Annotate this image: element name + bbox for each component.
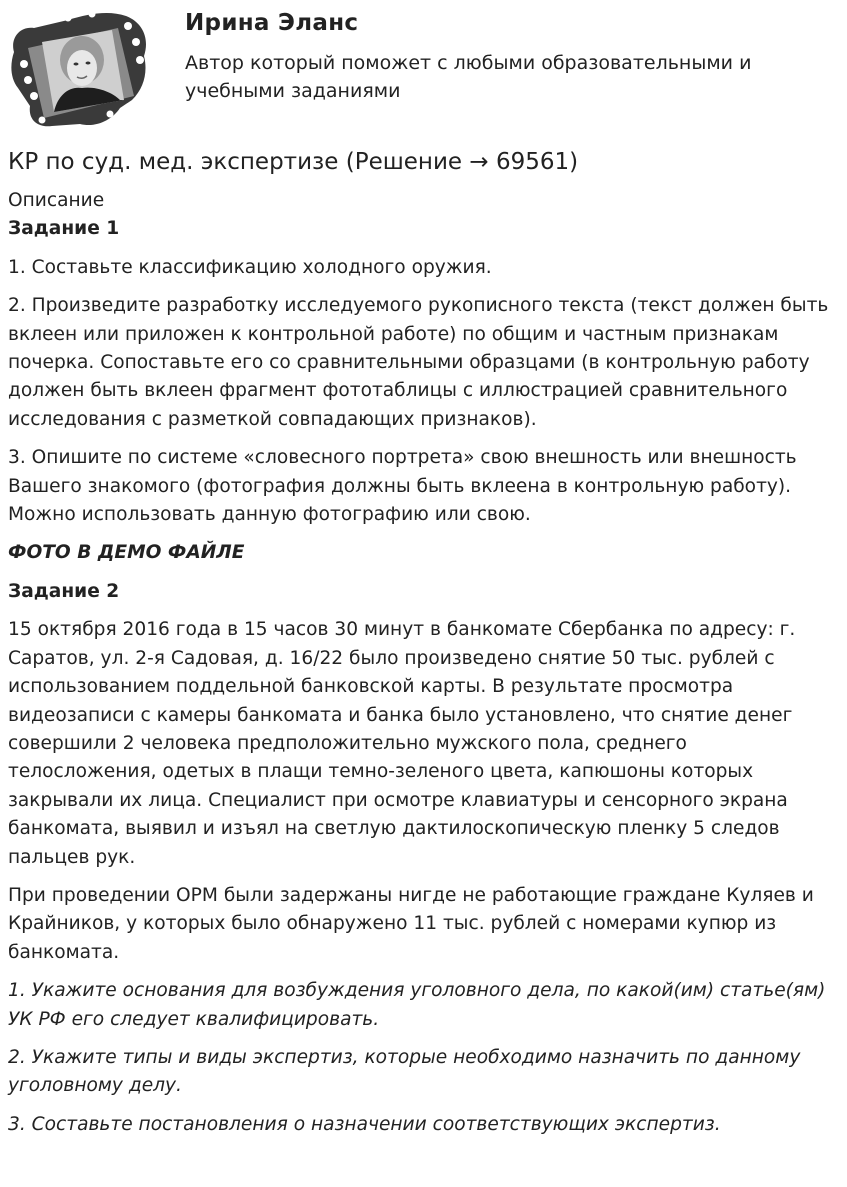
task2-question-3: 3. Составьте постановления о назначении соответствующих экспертиз. <box>8 1113 721 1135</box>
page-title: КР по суд. мед. экспертизе (Решение → 69561) <box>8 149 579 175</box>
author-avatar <box>8 8 150 128</box>
task2-paragraph-1: 15 октября 2016 года в 15 часов 30 минут в банкомате Сбербанка по адресу: г. Саратов, ул. 2-я Садовая, д. 16/22 было произведено снятие 50 тыс. рублей с использованием поддельной банковской карты. В результате просмотра видеозаписи с камеры банкомата и банка было установлено, что снятие денег совершили 2 человека предположительно мужского пола, среднего телосложения, одетых в плащи темно-зеленого цвета, капюшоны которых закрывали их лица. Специалист при осмотре клавиатуры и сенсорного экрана банкомата, выявил и изъял на светлую дактилоскопическую пленку 5 следов пальцев рук. <box>8 619 796 868</box>
task2-question-2: 2. Укажите типы и виды экспертиз, которые необходимо назначить по данному уголовному делу. <box>8 1046 801 1097</box>
task2-paragraph-2: При проведении ОРМ были задержаны нигде не работающие граждане Куляев и Крайников, у которых было обнаружено 11 тыс. рублей с номерами купюр из банкомата. <box>8 884 814 963</box>
author-description: Автор который поможет с любыми образовательными и учебными заданиями <box>185 52 752 102</box>
task2-question-1: 1. Укажите основания для возбуждения уголовного дела, по какой(им) статье(ям) УК РФ его следует квалифицировать. <box>8 980 826 1030</box>
description-label: Описание <box>8 190 105 211</box>
task1-item-2: 2. Произведите разработку исследуемого рукописного текста (текст должен быть вклеен или приложен к контрольной работе) по общим и частным признакам почерка. Сопоставьте его со сравнительными образцами (в контрольную работу должен быть вклеен фрагмент фототаблицы с иллюстрацией сравнительного исследования с разметкой совпадающих признаков). <box>8 295 829 430</box>
demo-note: ФОТО В ДЕМО ФАЙЛЕ <box>8 542 245 564</box>
task1-heading: Задание 1 <box>8 218 120 240</box>
task1-item-3: 3. Опишите по системе «словесного портрета» свою внешность или внешность Вашего знакомого (фотография должны быть вклеена в контрольную работу). Можно использовать данную фотографию или свою. <box>8 447 797 526</box>
author-name: Ирина Эланс <box>185 10 359 36</box>
portrait-photo <box>42 30 124 112</box>
task2-heading: Задание 2 <box>8 580 120 602</box>
task-content <box>8 187 838 1149</box>
author-card <box>0 0 847 135</box>
task1-item-1: 1. Составьте классификацию холодного оружия. <box>8 256 492 278</box>
